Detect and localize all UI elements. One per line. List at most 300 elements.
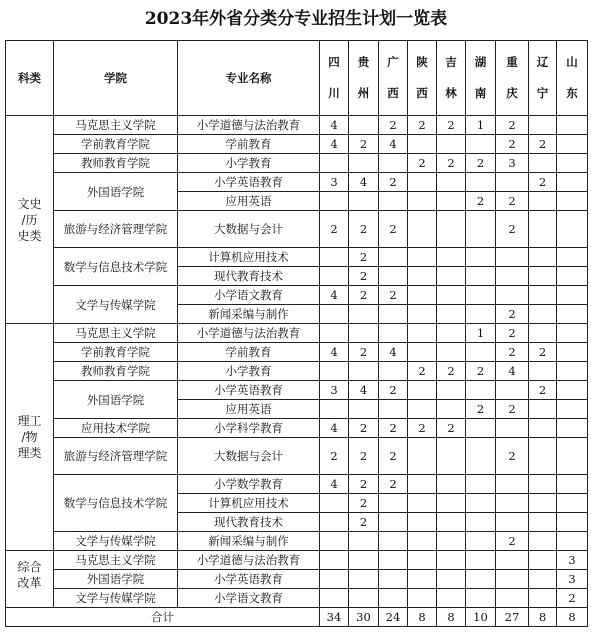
quota-cell: 2: [496, 400, 529, 419]
header-province: [349, 41, 379, 116]
quota-cell: [466, 248, 496, 267]
header-province-char: 四: [328, 55, 340, 69]
quota-cell: [557, 211, 588, 248]
quota-cell: [529, 532, 557, 551]
quota-cell: [529, 419, 557, 438]
enrollment-plan-table: [5, 40, 588, 627]
quota-cell: [408, 475, 437, 494]
quota-cell: [437, 343, 466, 362]
quota-cell: 1: [466, 324, 496, 343]
quota-cell: 2: [437, 419, 466, 438]
quota-cell: [349, 551, 379, 570]
table-row: [6, 211, 588, 248]
quota-cell: [557, 192, 588, 211]
quota-cell: [379, 267, 408, 286]
quota-cell: [408, 551, 437, 570]
quota-cell: [408, 135, 437, 154]
quota-cell: 4: [320, 343, 349, 362]
quota-cell: [408, 532, 437, 551]
quota-cell: 2: [408, 419, 437, 438]
college-cell: 教师教育学院: [54, 154, 178, 173]
quota-cell: [379, 551, 408, 570]
quota-cell: [529, 211, 557, 248]
quota-cell: 3: [496, 154, 529, 173]
table-row: [6, 551, 588, 570]
header-province-char: 重: [506, 55, 518, 69]
quota-cell: 2: [349, 286, 379, 305]
header-province: [408, 41, 437, 116]
quota-cell: 2: [408, 362, 437, 381]
quota-cell: 2: [379, 475, 408, 494]
quota-cell: [349, 589, 379, 608]
quota-cell: [557, 419, 588, 438]
quota-cell: [379, 362, 408, 381]
quota-cell: [408, 381, 437, 400]
header-province: [529, 41, 557, 116]
quota-cell: [496, 513, 529, 532]
quota-cell: [437, 286, 466, 305]
header-province-char: 西: [387, 86, 399, 100]
college-cell: 文学与传媒学院: [54, 589, 178, 608]
table-row: [6, 324, 588, 343]
quota-cell: [529, 154, 557, 173]
quota-cell: 2: [349, 135, 379, 154]
quota-cell: [408, 513, 437, 532]
quota-cell: 2: [349, 513, 379, 532]
major-cell: 小学数学教育: [178, 475, 320, 494]
quota-cell: [557, 438, 588, 475]
table-row: [6, 589, 588, 608]
quota-cell: [320, 192, 349, 211]
table-row: [6, 154, 588, 173]
quota-cell: [408, 570, 437, 589]
quota-cell: 2: [379, 286, 408, 305]
quota-cell: [496, 419, 529, 438]
quota-cell: [379, 570, 408, 589]
quota-cell: [437, 211, 466, 248]
quota-cell: [320, 400, 349, 419]
quota-cell: 4: [320, 475, 349, 494]
quota-cell: [466, 589, 496, 608]
category-label: 改革: [17, 576, 42, 590]
quota-cell: 2: [496, 116, 529, 135]
quota-cell: [349, 400, 379, 419]
quota-cell: [437, 381, 466, 400]
quota-cell: [408, 324, 437, 343]
quota-cell: [466, 173, 496, 192]
header-province-char: 南: [474, 86, 487, 100]
quota-cell: [437, 551, 466, 570]
header-college: 学院: [54, 41, 178, 116]
header-province-char: 贵: [357, 55, 370, 69]
quota-cell: [320, 494, 349, 513]
quota-cell: [529, 494, 557, 513]
quota-cell: [529, 400, 557, 419]
header-province: [320, 41, 349, 116]
header-province-char: 西: [416, 86, 428, 100]
quota-cell: [529, 116, 557, 135]
quota-cell: 2: [529, 381, 557, 400]
quota-cell: [320, 362, 349, 381]
major-cell: 新闻采编与制作: [178, 305, 320, 324]
header-province-char: 辽: [536, 55, 549, 69]
quota-cell: 4: [320, 135, 349, 154]
major-cell: 小学语文教育: [178, 589, 320, 608]
quota-cell: [437, 135, 466, 154]
quota-cell: [496, 475, 529, 494]
quota-cell: [408, 400, 437, 419]
table-row: [6, 286, 588, 305]
quota-cell: [466, 570, 496, 589]
quota-cell: [408, 343, 437, 362]
total-cell: 8: [529, 608, 557, 627]
header-province-char: 广: [387, 55, 399, 69]
total-cell: 8: [437, 608, 466, 627]
header-province: [496, 41, 529, 116]
quota-cell: 2: [496, 532, 529, 551]
quota-cell: 2: [379, 381, 408, 400]
header-province-char: 山: [566, 55, 578, 69]
quota-cell: [496, 267, 529, 286]
quota-cell: 2: [557, 589, 588, 608]
quota-cell: 2: [349, 475, 379, 494]
quota-cell: 2: [408, 154, 437, 173]
quota-cell: [496, 570, 529, 589]
quota-cell: 2: [379, 116, 408, 135]
quota-cell: [320, 532, 349, 551]
table-row: [6, 438, 588, 475]
college-cell: 马克思主义学院: [54, 551, 178, 570]
quota-cell: [408, 267, 437, 286]
quota-cell: 4: [496, 362, 529, 381]
quota-cell: [437, 248, 466, 267]
quota-cell: [496, 494, 529, 513]
quota-cell: [496, 248, 529, 267]
quota-cell: [557, 305, 588, 324]
header-province-char: 陕: [416, 55, 428, 69]
quota-cell: 2: [437, 116, 466, 135]
quota-cell: [466, 419, 496, 438]
major-cell: 小学道德与法治教育: [178, 551, 320, 570]
category-cell: [6, 551, 54, 608]
major-cell: 小学教育: [178, 154, 320, 173]
category-label: /物: [21, 430, 38, 444]
major-cell: 小学英语教育: [178, 173, 320, 192]
major-cell: 应用英语: [178, 400, 320, 419]
quota-cell: 2: [529, 135, 557, 154]
quota-cell: [379, 400, 408, 419]
quota-cell: [349, 116, 379, 135]
quota-cell: [379, 305, 408, 324]
quota-cell: [349, 362, 379, 381]
quota-cell: [437, 400, 466, 419]
quota-cell: [466, 475, 496, 494]
quota-cell: [529, 362, 557, 381]
quota-cell: [466, 513, 496, 532]
major-cell: 小学科学教育: [178, 419, 320, 438]
header-province-char: 宁: [536, 86, 549, 100]
category-label: 理工: [17, 414, 42, 428]
quota-cell: [408, 305, 437, 324]
quota-cell: 2: [349, 248, 379, 267]
quota-cell: [557, 532, 588, 551]
quota-cell: [466, 532, 496, 551]
quota-cell: [437, 475, 466, 494]
category-label: /历: [21, 212, 38, 227]
quota-cell: 2: [349, 343, 379, 362]
quota-cell: [379, 324, 408, 343]
quota-cell: [437, 324, 466, 343]
quota-cell: 2: [466, 362, 496, 381]
quota-cell: [466, 343, 496, 362]
college-cell: 学前教育学院: [54, 135, 178, 154]
quota-cell: [437, 438, 466, 475]
header-province-char: 东: [566, 86, 578, 100]
quota-cell: 4: [379, 135, 408, 154]
total-cell: 10: [466, 608, 496, 627]
quota-cell: [379, 532, 408, 551]
quota-cell: [466, 211, 496, 248]
header-province-char: 川: [328, 86, 340, 100]
quota-cell: 2: [320, 211, 349, 248]
quota-cell: 2: [379, 211, 408, 248]
college-cell: 外国语学院: [54, 173, 178, 211]
quota-cell: [408, 192, 437, 211]
quota-cell: [466, 305, 496, 324]
college-cell: 旅游与经济管理学院: [54, 211, 178, 248]
quota-cell: [349, 324, 379, 343]
quota-cell: 2: [496, 305, 529, 324]
quota-cell: [557, 135, 588, 154]
quota-cell: [529, 513, 557, 532]
major-cell: 学前教育: [178, 343, 320, 362]
quota-cell: 2: [349, 267, 379, 286]
quota-cell: [557, 286, 588, 305]
quota-cell: [320, 248, 349, 267]
quota-cell: [320, 513, 349, 532]
table-row: [6, 248, 588, 267]
quota-cell: [529, 475, 557, 494]
total-cell: 30: [349, 608, 379, 627]
quota-cell: [408, 589, 437, 608]
quota-cell: [529, 570, 557, 589]
quota-cell: 2: [496, 324, 529, 343]
major-cell: 大数据与会计: [178, 211, 320, 248]
table-row: [6, 362, 588, 381]
quota-cell: [408, 211, 437, 248]
header-province: [466, 41, 496, 116]
quota-cell: [437, 513, 466, 532]
college-cell: 应用技术学院: [54, 419, 178, 438]
major-cell: 大数据与会计: [178, 438, 320, 475]
quota-cell: 2: [496, 211, 529, 248]
quota-cell: [557, 267, 588, 286]
quota-cell: [408, 286, 437, 305]
quota-cell: [529, 324, 557, 343]
quota-cell: [466, 438, 496, 475]
table-row: [6, 343, 588, 362]
quota-cell: 4: [320, 419, 349, 438]
major-cell: 计算机应用技术: [178, 494, 320, 513]
quota-cell: [529, 305, 557, 324]
quota-cell: [557, 343, 588, 362]
quota-cell: [379, 494, 408, 513]
quota-cell: [320, 305, 349, 324]
major-cell: 小学道德与法治教育: [178, 324, 320, 343]
quota-cell: [529, 267, 557, 286]
college-cell: 教师教育学院: [54, 362, 178, 381]
table-row: [6, 570, 588, 589]
quota-cell: [557, 248, 588, 267]
quota-cell: [529, 248, 557, 267]
quota-cell: 4: [349, 381, 379, 400]
quota-cell: [557, 513, 588, 532]
major-cell: 小学英语教育: [178, 381, 320, 400]
quota-cell: [379, 248, 408, 267]
total-label: 合计: [6, 608, 320, 627]
category-label: 文史: [17, 196, 42, 211]
total-cell: 34: [320, 608, 349, 627]
quota-cell: [437, 532, 466, 551]
total-cell: 8: [557, 608, 588, 627]
quota-cell: [379, 192, 408, 211]
header-province-char: 州: [357, 86, 370, 100]
quota-cell: [379, 154, 408, 173]
category-cell: [6, 324, 54, 551]
header-province-char: 庆: [506, 86, 518, 100]
quota-cell: [529, 192, 557, 211]
major-cell: 新闻采编与制作: [178, 532, 320, 551]
quota-cell: [557, 400, 588, 419]
quota-cell: 4: [320, 286, 349, 305]
quota-cell: [557, 475, 588, 494]
category-label: 综合: [17, 560, 42, 574]
quota-cell: [496, 589, 529, 608]
quota-cell: [320, 154, 349, 173]
quota-cell: [437, 570, 466, 589]
quota-cell: 2: [496, 438, 529, 475]
college-cell: 外国语学院: [54, 381, 178, 419]
quota-cell: [529, 438, 557, 475]
quota-cell: 2: [437, 362, 466, 381]
quota-cell: 2: [349, 438, 379, 475]
quota-cell: 2: [320, 438, 349, 475]
quota-cell: [320, 551, 349, 570]
college-cell: 文学与传媒学院: [54, 532, 178, 551]
quota-cell: [466, 286, 496, 305]
header-category: 科类: [6, 41, 54, 116]
page-title: 2023年外省分类分专业招生计划一览表: [144, 9, 448, 29]
quota-cell: [437, 589, 466, 608]
quota-cell: [466, 267, 496, 286]
quota-cell: [437, 494, 466, 513]
quota-cell: [557, 324, 588, 343]
quota-cell: [437, 305, 466, 324]
quota-cell: [320, 589, 349, 608]
quota-cell: [496, 286, 529, 305]
quota-cell: 3: [320, 381, 349, 400]
header-province-char: 吉: [445, 55, 457, 69]
header-province: [437, 41, 466, 116]
quota-cell: 4: [320, 116, 349, 135]
major-cell: 小学道德与法治教育: [178, 116, 320, 135]
total-row: [6, 608, 588, 627]
quota-cell: [379, 589, 408, 608]
quota-cell: [408, 173, 437, 192]
quota-cell: [437, 173, 466, 192]
quota-cell: [496, 381, 529, 400]
quota-cell: [466, 381, 496, 400]
table-row: [6, 116, 588, 135]
quota-cell: 2: [379, 173, 408, 192]
quota-cell: [466, 551, 496, 570]
college-cell: 外国语学院: [54, 570, 178, 589]
quota-cell: [349, 570, 379, 589]
category-label: 史类: [17, 228, 42, 243]
quota-cell: 3: [320, 173, 349, 192]
quota-cell: 2: [349, 419, 379, 438]
quota-cell: 2: [529, 173, 557, 192]
quota-cell: [557, 154, 588, 173]
quota-cell: [379, 513, 408, 532]
total-cell: 8: [408, 608, 437, 627]
quota-cell: [529, 286, 557, 305]
quota-cell: [349, 532, 379, 551]
table-row: [6, 419, 588, 438]
quota-cell: 1: [466, 116, 496, 135]
quota-cell: 2: [379, 419, 408, 438]
table-row: [6, 532, 588, 551]
quota-cell: [557, 494, 588, 513]
quota-cell: 2: [466, 192, 496, 211]
header-province: [379, 41, 408, 116]
quota-cell: 2: [496, 192, 529, 211]
table-header: [6, 41, 588, 116]
header-province: [557, 41, 588, 116]
college-cell: 马克思主义学院: [54, 324, 178, 343]
quota-cell: 2: [466, 154, 496, 173]
quota-cell: [349, 192, 379, 211]
category-cell: [6, 116, 54, 324]
quota-cell: 2: [496, 135, 529, 154]
quota-cell: [349, 154, 379, 173]
quota-cell: [557, 173, 588, 192]
college-cell: 马克思主义学院: [54, 116, 178, 135]
table-row: [6, 135, 588, 154]
major-cell: 计算机应用技术: [178, 248, 320, 267]
quota-cell: [496, 173, 529, 192]
quota-cell: [557, 362, 588, 381]
quota-cell: [557, 116, 588, 135]
quota-cell: 2: [496, 343, 529, 362]
quota-cell: [349, 305, 379, 324]
quota-cell: [466, 135, 496, 154]
total-cell: 24: [379, 608, 408, 627]
quota-cell: 3: [557, 551, 588, 570]
quota-cell: 2: [349, 211, 379, 248]
quota-cell: [320, 570, 349, 589]
quota-cell: [496, 551, 529, 570]
college-cell: 学前教育学院: [54, 343, 178, 362]
major-cell: 学前教育: [178, 135, 320, 154]
quota-cell: 2: [379, 438, 408, 475]
major-cell: 小学英语教育: [178, 570, 320, 589]
quota-cell: [557, 381, 588, 400]
quota-cell: [320, 267, 349, 286]
quota-cell: 2: [408, 116, 437, 135]
quota-cell: [408, 494, 437, 513]
quota-cell: 2: [529, 343, 557, 362]
